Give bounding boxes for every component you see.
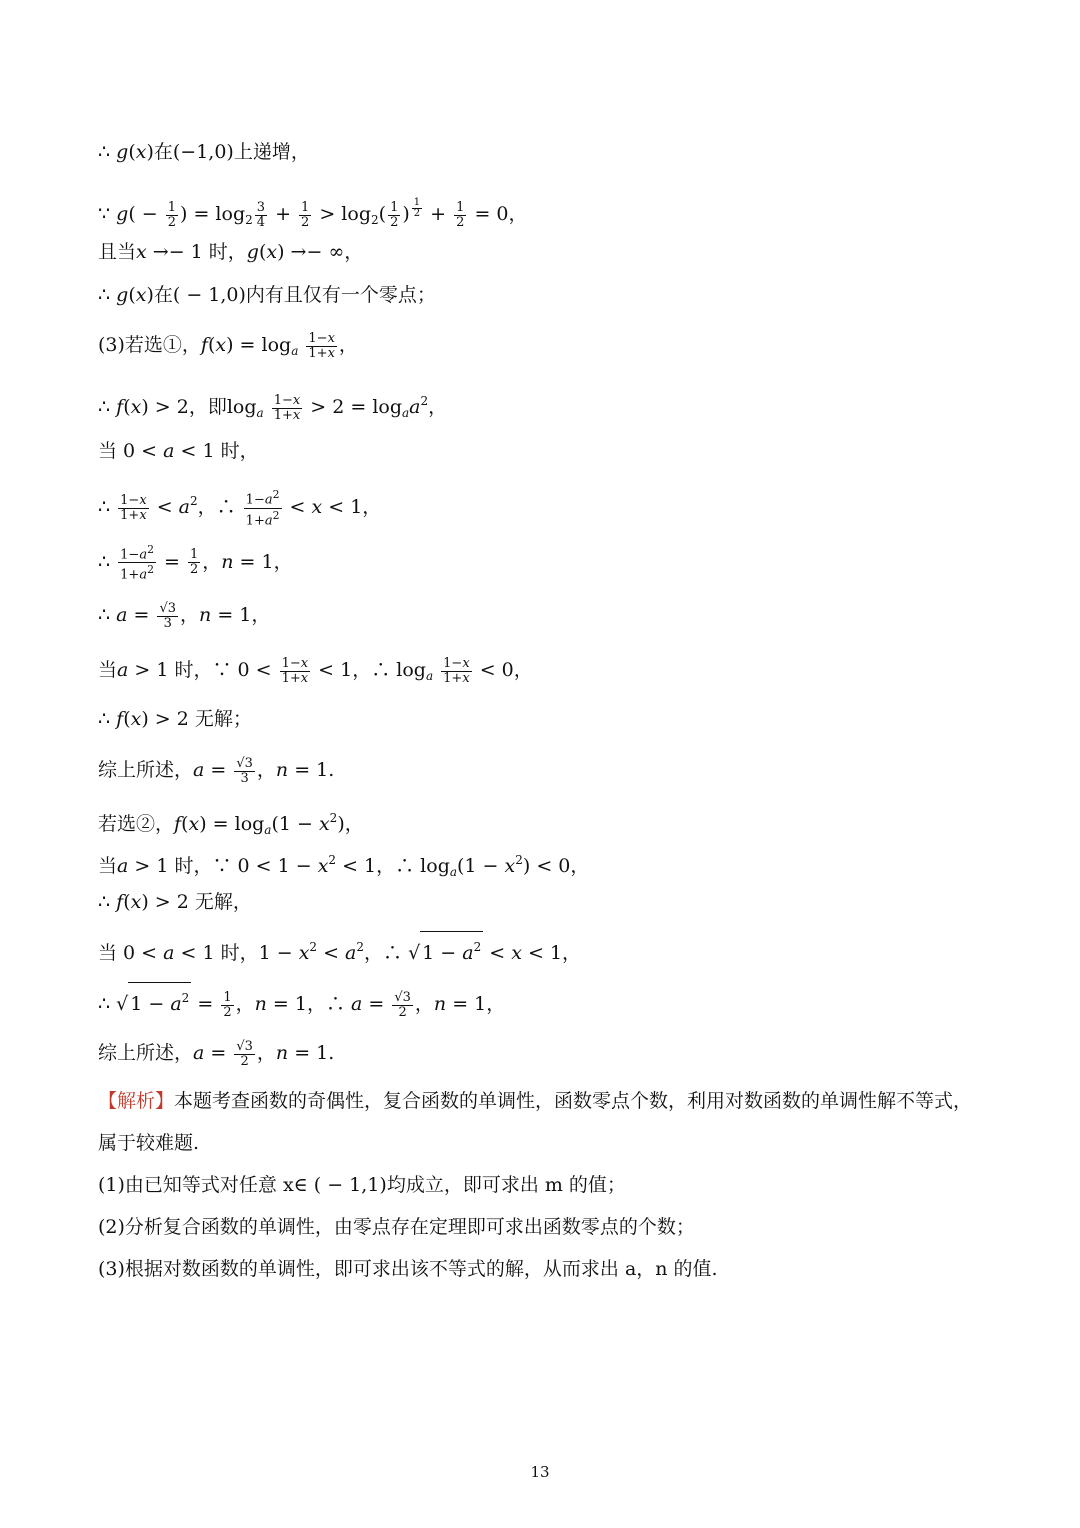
solution-line: 当 0 < a < 1 时，	[98, 440, 259, 462]
solution-line: ∴ $\frac{1-a^2}{1+a^2}$ = $\frac{1}{2}$ ，n = 1，	[98, 543, 293, 583]
solution-line: ∴ a = $\frac{√3}{3}$ ，n = 1，	[98, 600, 271, 631]
solution-line: ∵ g( − $\frac{1}{2}$ ) = $\log_2$ $\frac{3}{4}$ + $\frac{1}{2}$ > $\log_2$( $\frac{1}{2}$ ) $^{\frac{1}{2}}$ + $\frac{1}{2}$ = 0，	[98, 197, 528, 230]
analysis-tag: 【解析】	[98, 1090, 175, 1112]
solution-line: ∴ √ $1 - a^2$ = $\frac{1}{2}$ ，n = 1，∴ a = $\frac{√3}{2}$ ，n = 1，	[98, 982, 1020, 1020]
solution-line: 当a > 1 时，∵ 0 < $\frac{1-x}{1+x}$ < 1，∴ $\log_a$ $\frac{1-x}{1+x}$ < 0，	[98, 655, 533, 686]
analysis-item-1: (1)由已知等式对任意 x∈ ( − 1,1)均成立，即可求出 m 的值；	[98, 1174, 626, 1196]
solution-line: ∴ g(x)在( − 1,0)内有且仅有一个零点；	[98, 284, 436, 306]
solution-line: 若选②，$f(x) = \log_a(1 - x^2)$，	[98, 811, 364, 837]
analysis-item-2: (2)分析复合函数的单调性，由零点存在定理即可求出函数零点的个数；	[98, 1216, 695, 1238]
solution-line: ∴ $\frac{1-x}{1+x}$ < $a^2$，∴ $\frac{1-a^2}{1+a^2}$ < x < 1，	[98, 488, 382, 528]
solution-line: 当 0 < a < 1 时，$1 - x^2 < a^2$，∴ √ $1 - a^2 < x < 1$，	[98, 931, 1020, 968]
solution-line: 综上所述，a = $\frac{√3}{3}$ ，n = 1.	[98, 755, 335, 786]
solution-line: ∴ f(x) > 2 无解，	[98, 891, 252, 913]
page-number: 13	[530, 1463, 550, 1481]
analysis-text-cont: 属于较难题.	[98, 1132, 200, 1154]
solution-line: 综上所述，a = $\frac{√3}{2}$ ，n = 1.	[98, 1038, 335, 1069]
analysis-item-3: (3)根据对数函数的单调性，即可求出该不等式的解，从而求出 a，n 的值.	[98, 1258, 718, 1280]
analysis-paragraph	[98, 1086, 1020, 1116]
solution-line: 且当x →− 1 时，g(x) →− ∞，	[98, 241, 364, 263]
solution-line: (3)若选①，$f(x) = \log_a$ $\frac{1-x}{1+x}$ ，	[98, 330, 358, 361]
solution-line: ∴ f(x) > 2 无解；	[98, 708, 252, 730]
analysis-text: 本题考查函数的奇偶性，复合函数的单调性，函数零点个数，利用对数函数的单调性解不等式，	[174, 1090, 973, 1112]
solution-line: ∴ f(x) > 2，即$\log_a$ $\frac{1-x}{1+x}$ > $2 = \log_aa^2$，	[98, 392, 448, 423]
solution-line: ∴ g(x)在(−1,0)上递增，	[98, 141, 310, 163]
solution-line: 当a > 1 时，∵ $0 < 1 - x^2 < 1$，∴ $\log_a(1 - x^2) < 0$，	[98, 853, 590, 879]
